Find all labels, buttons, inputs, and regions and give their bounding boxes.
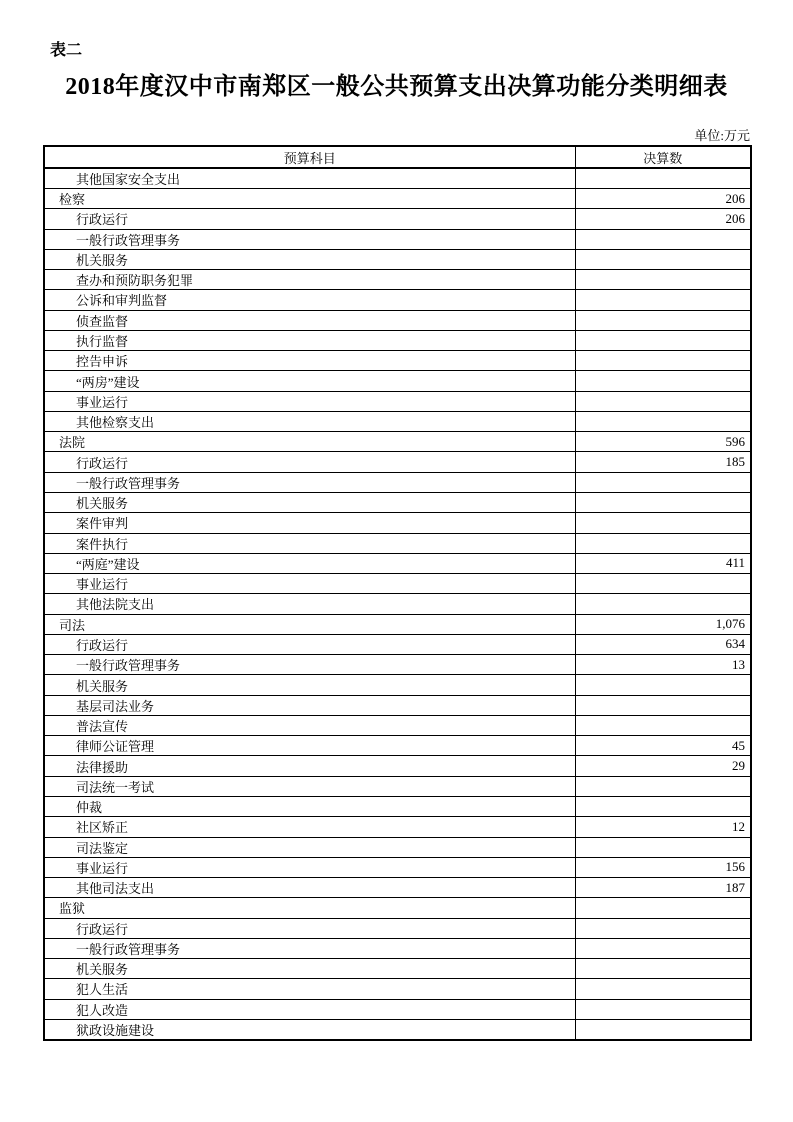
subject-cell: 事业运行 (44, 391, 575, 411)
subject-cell: 其他检察支出 (44, 411, 575, 431)
table-row (44, 878, 751, 898)
value-cell: 185 (575, 452, 751, 472)
subject-cell: “两房”建设 (44, 371, 575, 391)
value-cell: 29 (575, 756, 751, 776)
value-cell (575, 391, 751, 411)
table-row (44, 1019, 751, 1040)
table-row (44, 918, 751, 938)
value-cell (575, 695, 751, 715)
subject-cell: 查办和预防职务犯罪 (44, 270, 575, 290)
header-value: 决算数 (575, 146, 751, 168)
subject-cell: 检察 (44, 189, 575, 209)
table-row (44, 330, 751, 350)
subject-cell: 普法宣传 (44, 715, 575, 735)
table-row (44, 655, 751, 675)
subject-cell: 控告申诉 (44, 351, 575, 371)
value-cell (575, 168, 751, 189)
subject-cell: 司法鉴定 (44, 837, 575, 857)
table-row (44, 938, 751, 958)
table-row (44, 533, 751, 553)
value-cell (575, 330, 751, 350)
subject-cell: 司法 (44, 614, 575, 634)
table-row (44, 574, 751, 594)
value-cell (575, 513, 751, 533)
subject-cell: 司法统一考试 (44, 776, 575, 796)
subject-cell: 犯人改造 (44, 999, 575, 1019)
subject-cell: 基层司法业务 (44, 695, 575, 715)
table-row (44, 229, 751, 249)
value-cell: 206 (575, 189, 751, 209)
value-cell (575, 1019, 751, 1040)
table-header-row (44, 146, 751, 168)
value-cell (575, 594, 751, 614)
subject-cell: 机关服务 (44, 959, 575, 979)
table-row (44, 594, 751, 614)
subject-cell: 一般行政管理事务 (44, 472, 575, 492)
table-row (44, 492, 751, 512)
table-row (44, 796, 751, 816)
value-cell (575, 411, 751, 431)
table-row (44, 553, 751, 573)
value-cell: 12 (575, 817, 751, 837)
table-row (44, 168, 751, 189)
subject-cell: 机关服务 (44, 492, 575, 512)
table-row (44, 857, 751, 877)
subject-cell: 监狱 (44, 898, 575, 918)
page-label: 表二 (50, 42, 83, 59)
value-cell (575, 270, 751, 290)
value-cell (575, 229, 751, 249)
value-cell (575, 249, 751, 269)
subject-cell: “两庭”建设 (44, 553, 575, 573)
table-row (44, 736, 751, 756)
subject-cell: 案件审判 (44, 513, 575, 533)
subject-cell: 律师公证管理 (44, 736, 575, 756)
table-row (44, 959, 751, 979)
value-cell (575, 979, 751, 999)
subject-cell: 案件执行 (44, 533, 575, 553)
subject-cell: 机关服务 (44, 249, 575, 269)
value-cell (575, 351, 751, 371)
subject-cell: 其他法院支出 (44, 594, 575, 614)
table-row (44, 695, 751, 715)
table-row (44, 634, 751, 654)
table-row (44, 837, 751, 857)
subject-cell: 狱政设施建设 (44, 1019, 575, 1040)
table-row (44, 776, 751, 796)
table-row (44, 432, 751, 452)
table-row (44, 351, 751, 371)
subject-cell: 一般行政管理事务 (44, 229, 575, 249)
budget-table-body (44, 168, 751, 1040)
page-title: 2018年度汉中市南郑区一般公共预算支出决算功能分类明细表 (65, 74, 728, 100)
table-row (44, 817, 751, 837)
value-cell (575, 796, 751, 816)
value-cell (575, 574, 751, 594)
subject-cell: 机关服务 (44, 675, 575, 695)
table-row (44, 290, 751, 310)
value-cell (575, 918, 751, 938)
subject-cell: 行政运行 (44, 209, 575, 229)
value-cell (575, 310, 751, 330)
subject-cell: 侦查监督 (44, 310, 575, 330)
value-cell: 1,076 (575, 614, 751, 634)
table-row (44, 715, 751, 735)
table-row (44, 999, 751, 1019)
value-cell (575, 959, 751, 979)
value-cell (575, 898, 751, 918)
value-cell (575, 472, 751, 492)
table-row (44, 310, 751, 330)
subject-cell: 行政运行 (44, 634, 575, 654)
budget-table (43, 145, 752, 1041)
value-cell: 634 (575, 634, 751, 654)
subject-cell: 一般行政管理事务 (44, 938, 575, 958)
value-cell (575, 999, 751, 1019)
table-row (44, 391, 751, 411)
value-cell: 45 (575, 736, 751, 756)
value-cell: 13 (575, 655, 751, 675)
subject-cell: 公诉和审判监督 (44, 290, 575, 310)
subject-cell: 执行监督 (44, 330, 575, 350)
table-row (44, 979, 751, 999)
table-row (44, 452, 751, 472)
value-cell: 596 (575, 432, 751, 452)
subject-cell: 仲裁 (44, 796, 575, 816)
table-row (44, 513, 751, 533)
value-cell: 187 (575, 878, 751, 898)
value-cell (575, 776, 751, 796)
value-cell (575, 290, 751, 310)
subject-cell: 事业运行 (44, 857, 575, 877)
value-cell: 206 (575, 209, 751, 229)
subject-cell: 事业运行 (44, 574, 575, 594)
subject-cell: 其他国家安全支出 (44, 168, 575, 189)
value-cell (575, 938, 751, 958)
subject-cell: 行政运行 (44, 452, 575, 472)
table-row (44, 249, 751, 269)
table-row (44, 411, 751, 431)
value-cell (575, 492, 751, 512)
value-cell (575, 533, 751, 553)
table-row (44, 472, 751, 492)
subject-cell: 法院 (44, 432, 575, 452)
table-row (44, 209, 751, 229)
unit-label: 单位:万元 (694, 128, 750, 143)
subject-cell: 其他司法支出 (44, 878, 575, 898)
table-row (44, 898, 751, 918)
value-cell: 156 (575, 857, 751, 877)
subject-cell: 行政运行 (44, 918, 575, 938)
value-cell (575, 715, 751, 735)
value-cell (575, 675, 751, 695)
table-row (44, 614, 751, 634)
value-cell (575, 837, 751, 857)
value-cell: 411 (575, 553, 751, 573)
header-subject: 预算科目 (44, 146, 575, 168)
table-row (44, 756, 751, 776)
value-cell (575, 371, 751, 391)
table-row (44, 675, 751, 695)
table-row (44, 189, 751, 209)
subject-cell: 犯人生活 (44, 979, 575, 999)
subject-cell: 法律援助 (44, 756, 575, 776)
subject-cell: 社区矫正 (44, 817, 575, 837)
table-row (44, 270, 751, 290)
subject-cell: 一般行政管理事务 (44, 655, 575, 675)
table-row (44, 371, 751, 391)
